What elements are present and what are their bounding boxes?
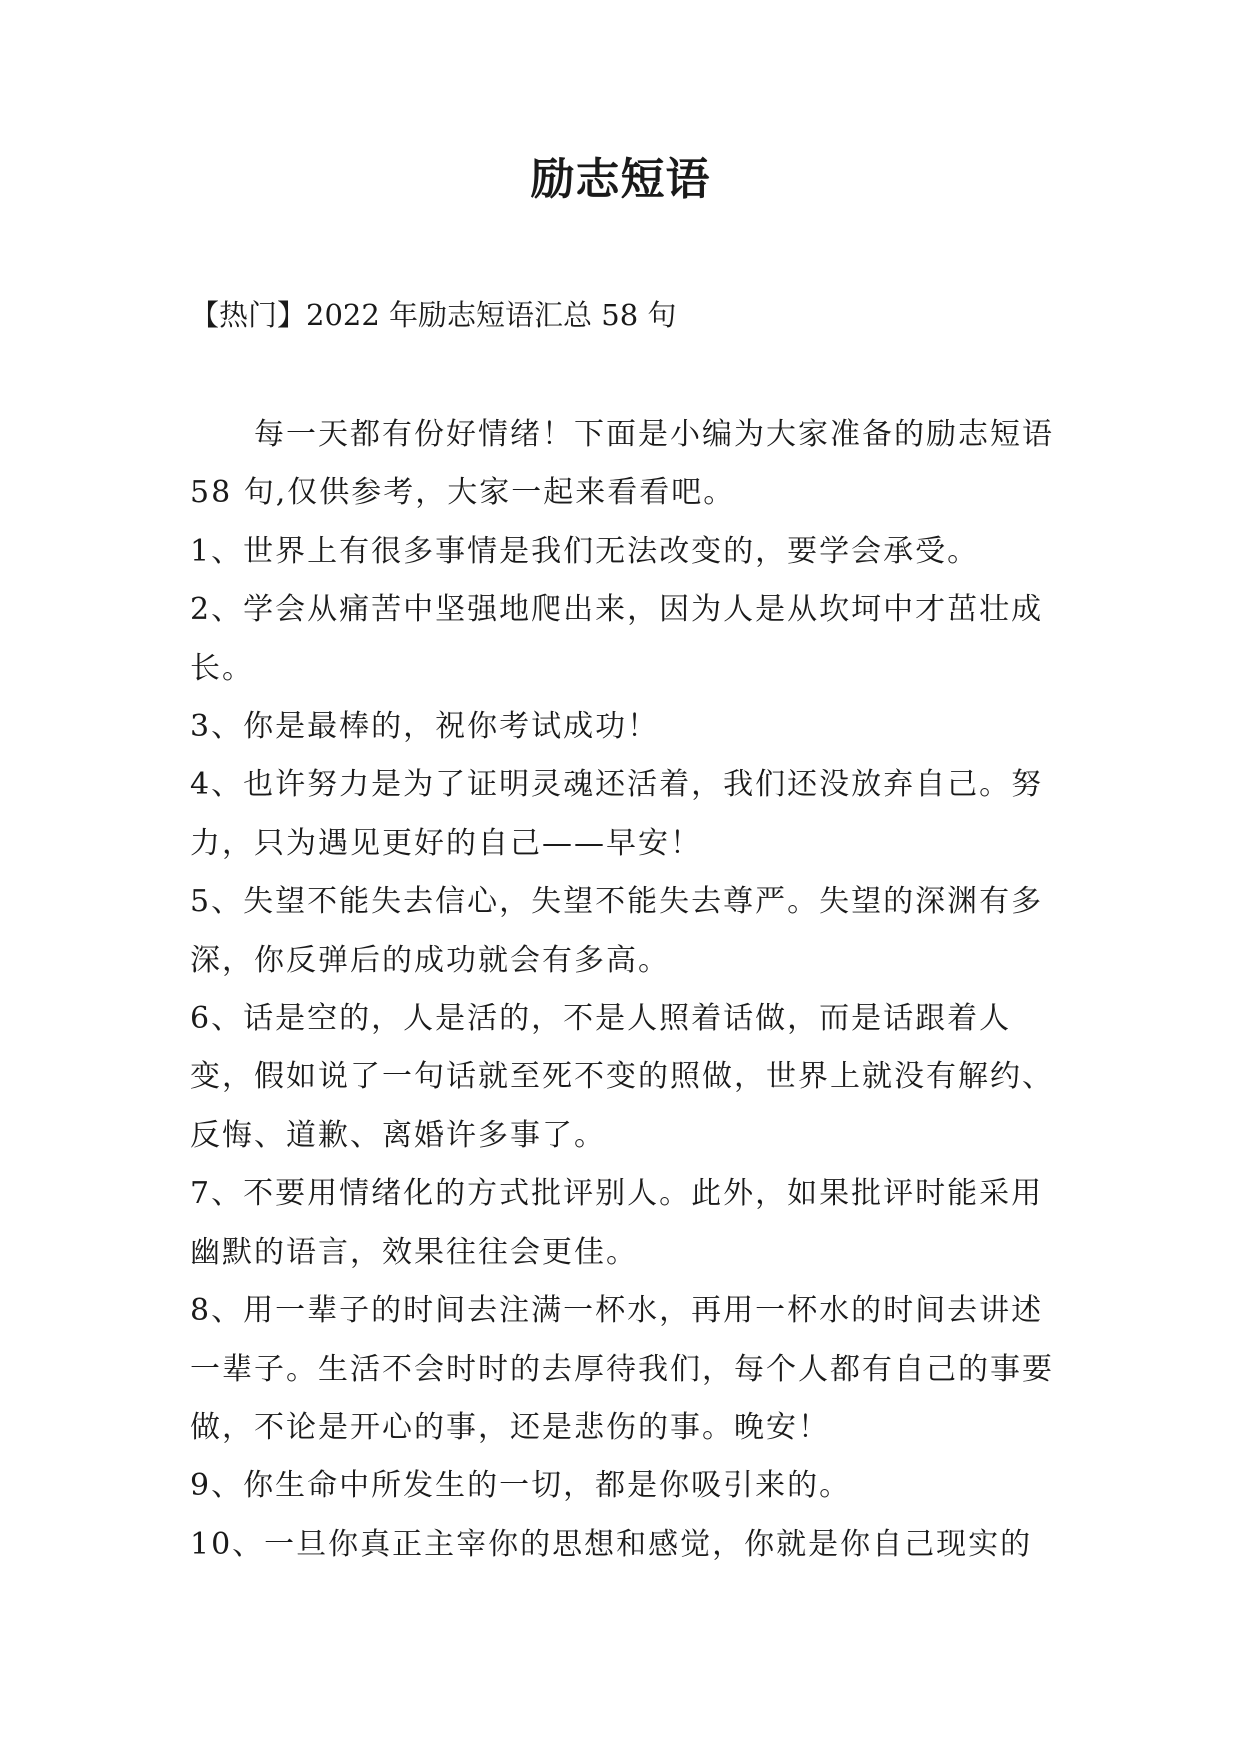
quote-item-4: 4、也许努力是为了证明灵魂还活着，我们还没放弃自己。努力，只为遇见更好的自己——早安！ <box>190 767 1044 861</box>
quote-item-10: 10、一旦你真正主宰你的思想和感觉，你就是你自己现实的 <box>190 1526 1033 1562</box>
quote-item-3: 3、你是最棒的，祝你考试成功！ <box>190 709 660 745</box>
quote-item-7: 7、不要用情绪化的方式批评别人。此外，如果批评时能采用幽默的语言，效果往往会更佳。 <box>190 1176 1044 1270</box>
quote-item-2: 2、学会从痛苦中坚强地爬出来，因为人是从坎坷中才茁壮成长。 <box>190 592 1044 686</box>
document-subtitle: 【热门】2022 年励志短语汇总 58 句 <box>190 298 677 332</box>
quote-item-1: 1、世界上有很多事情是我们无法改变的，要学会承受。 <box>190 533 980 569</box>
quote-item-8: 8、用一辈子的时间去注满一杯水，再用一杯水的时间去讲述一辈子。生活不会时时的去厚待我们，每个人都有自己的事要做，不论是开心的事，还是悲伤的事。晚安！ <box>190 1293 1054 1445</box>
document-body <box>190 406 1054 1574</box>
quote-item-6: 6、话是空的，人是活的，不是人照着话做，而是话跟着人变，假如说了一句话就至死不变的照做，世界上就没有解约、反悔、道歉、离婚许多事了。 <box>190 1001 1054 1153</box>
quote-item-9: 9、你生命中所发生的一切，都是你吸引来的。 <box>190 1468 852 1504</box>
quote-item-5: 5、失望不能失去信心，失望不能失去尊严。失望的深渊有多深，你反弹后的成功就会有多高。 <box>190 884 1044 978</box>
document-title: 励志短语 <box>530 154 711 205</box>
intro-paragraph: 每一天都有份好情绪！下面是小编为大家准备的励志短语 58 句,仅供参考，大家一起来看看吧。 <box>190 417 1054 511</box>
